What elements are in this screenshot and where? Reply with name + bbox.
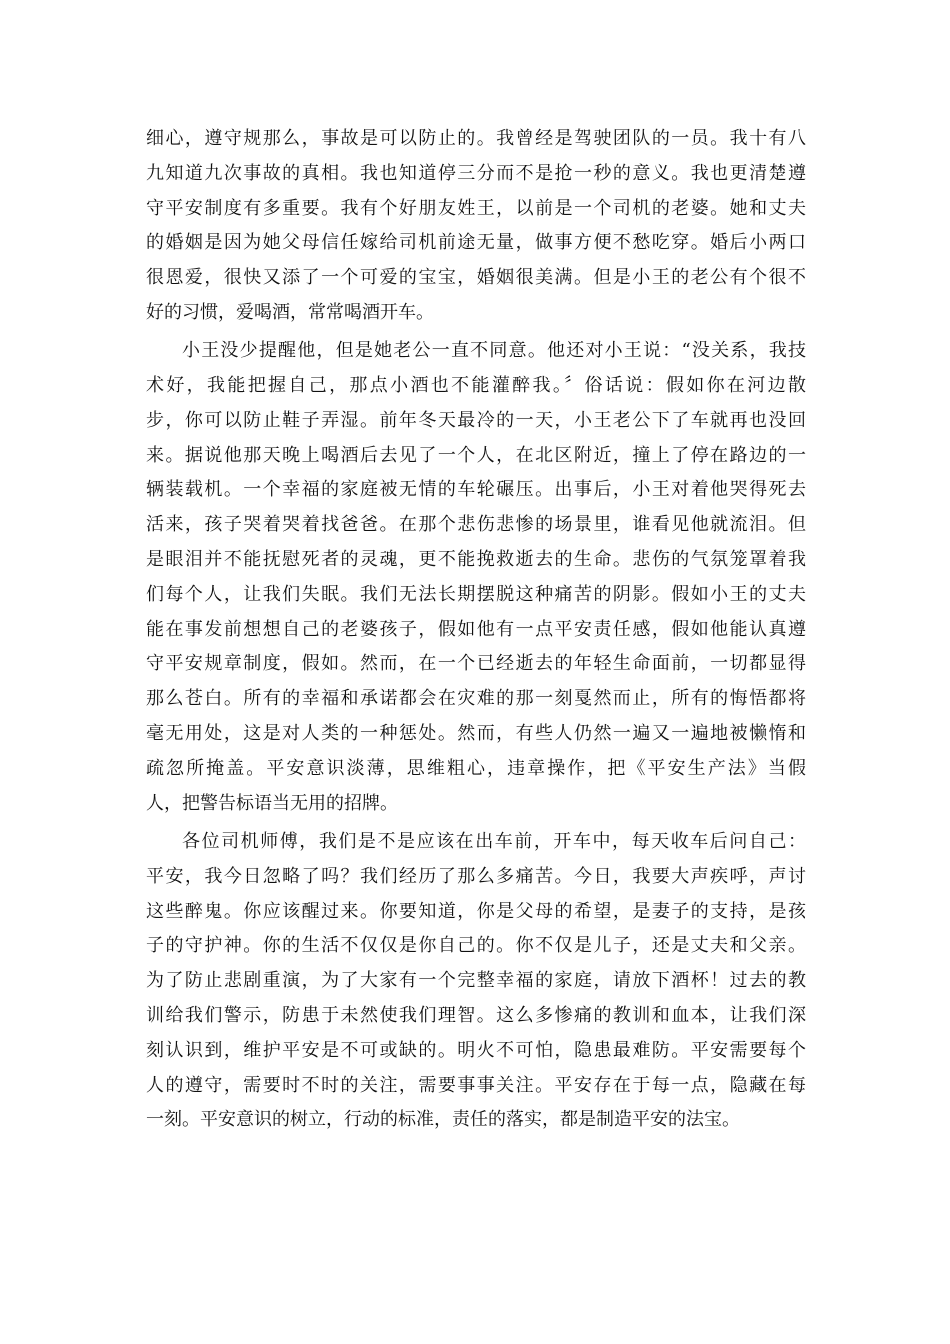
text-line: 来。据说他那天晚上喝酒后去见了一个人，在北区附近，撞上了停在路边的一 [146,444,806,466]
text-line: 细心，遵守规那么，事故是可以防止的。我曾经是驾驶团队的一员。我十有八 [146,128,806,149]
paragraph-1 [146,122,806,331]
text-line: 守平安规章制度，假如。然而，在一个已经逝去的年轻生命面前，一切都显得 [146,653,806,675]
text-line: 们每个人，让我们失眠。我们无法长期摆脱这种痛苦的阴影。假如小王的丈夫 [146,583,806,605]
text-line: 毫无用处，这是对人类的一种惩处。然而，有些人仍然一遍又一遍地被懒惰和 [146,723,806,745]
text-line: 人的遵守，需要时不时的关注，需要事事关注。平安存在于每一点，隐藏在每 [146,1074,806,1096]
text-line: 很恩爱，很快又添了一个可爱的宝宝，婚姻很美满。但是小王的老公有个很不 [146,267,806,289]
text-line: 活来，孩子哭着哭着找爸爸。在那个悲伤悲惨的场景里，谁看见他就流泪。但 [146,514,806,536]
text-line: 能在事发前想想自己的老婆孩子，假如他有一点平安责任感，假如他能认真遵 [146,618,806,640]
text-line: 这些醉鬼。你应该醒过来。你要知道，你是父母的希望，是妻子的支持，是孩 [146,900,806,922]
text-line: 子的守护神。你的生活不仅仅是你自己的。你不仅是儿子，还是丈夫和父亲。 [146,935,806,957]
text-line: 训给我们警示，防患于未然使我们理智。这么多惨痛的教训和血本，让我们深 [146,1004,806,1026]
text-line: 一刻。平安意识的树立，行动的标准，责任的落实，都是制造平安的法宝。 [146,1109,740,1131]
paragraph-2 [146,334,806,821]
text-line: 守平安制度有多重要。我有个好朋友姓王，以前是一个司机的老婆。她和丈夫 [146,197,806,219]
text-line: 平安，我今日忽略了吗？我们经历了那么多痛苦。今日，我要大声疾呼，声讨 [146,865,806,887]
text-line: 九知道九次事故的真相。我也知道停三分而不是抢一秒的意义。我也更清楚遵 [146,162,806,184]
text-line: 小王没少提醒他，但是她老公一直不同意。他还对小王说：“没关系，我技 [182,340,806,362]
text-line: 的婚姻是因为她父母信任嫁给司机前途无量，做事方便不愁吃穿。婚后小两口 [146,232,806,254]
text-line: 是眼泪并不能抚慰死者的灵魂，更不能挽救逝去的生命。悲伤的气氛笼罩着我 [146,549,806,571]
text-line: 那么苍白。所有的幸福和承诺都会在灾难的那一刻戛然而止，所有的悔悟都将 [146,688,806,710]
text-line: 辆装载机。一个幸福的家庭被无情的车轮碾压。出事后，小王对着他哭得死去 [146,479,806,501]
text-line: 各位司机师傅，我们是不是应该在出车前，开车中，每天收车后问自己： [182,830,806,852]
text-line: 步，你可以防止鞋子弄湿。前年冬天最冷的一天，小王老公下了车就再也没回 [146,409,806,431]
text-line: 为了防止悲剧重演，为了大家有一个完整幸福的家庭，请放下酒杯！过去的教 [146,970,806,992]
text-line: 人，把警告标语当无用的招牌。 [146,792,398,814]
document-body [146,122,806,1142]
text-line: 疏忽所掩盖。平安意识淡薄，思维粗心，违章操作，把《平安生产法》当假 [146,757,806,779]
text-line: 刻认识到，维护平安是不可或缺的。明火不可怕，隐患最难防。平安需要每个 [146,1039,806,1061]
text-line: 好的习惯，爱喝酒，常常喝酒开车。 [146,301,434,323]
text-line: 术好，我能把握自己，那点小酒也不能灌醉我。〞俗话说：假如你在河边散 [146,375,806,397]
paragraph-3 [146,825,806,1138]
